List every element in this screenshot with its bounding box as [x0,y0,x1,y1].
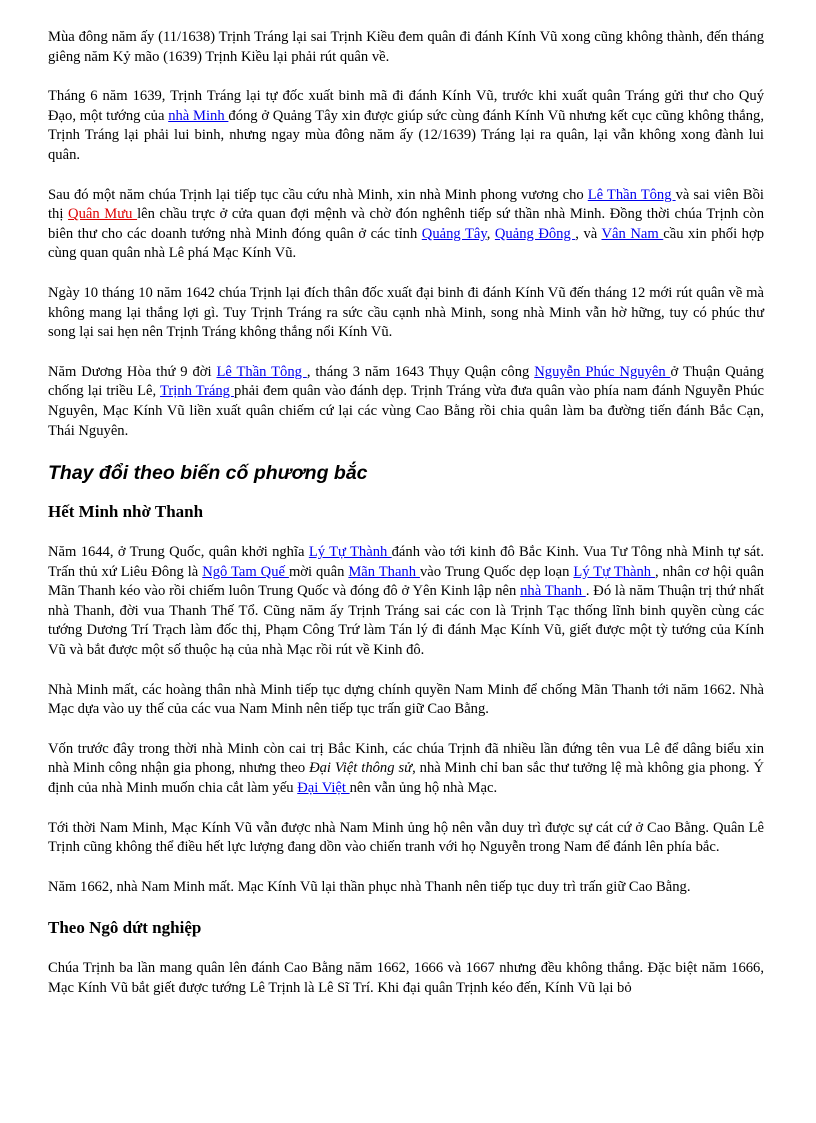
link-ngo-tam-que[interactable]: Ngô Tam Quế [202,563,289,580]
subsection-heading-theo-ngo: Theo Ngô dứt nghiệp [48,918,202,938]
paragraph-1643-events [48,363,764,441]
text-run: , [486,225,495,242]
text-run: mời quân [288,563,349,580]
link-quang-dong[interactable]: Quảng Đông [494,225,576,242]
paragraph-appeal-ming [48,186,764,264]
link-quang-tay[interactable]: Quảng Tây [421,225,487,242]
link-man-thanh[interactable]: Mãn Thanh [348,563,420,580]
paragraph-nam-minh-support [48,819,764,858]
text-run: , nhân cơ hội quân Mãn Thanh kéo vào rồi chiếm luôn Trung Quốc và đóng đô ở Yên Kinh lập nên [48,563,764,600]
paragraph-three-campaigns [48,959,764,998]
text-run: . Đó là năm Thuận trị thứ nhất nhà Thanh, đời vua Thanh Thế Tổ. Cũng năm ấy Trịnh Tráng sai các con là Trịnh Tạc thống lĩnh binh quyền cùng các tướng Dương Trí Trạch làm đốc thị, Phạm Công Trứ làm Tán lý đi đánh Mạc Kính Vũ, giết được một tỳ tướng của Kính Vũ và bắt được một số thuộc hạ của nhà Mạc rồi rút về Kinh đô. [48,583,765,659]
text-run: ở Thuận Quảng chống lại triều Lê, [48,363,764,400]
text-run: Năm 1644, ở Trung Quốc, quân khởi nghĩa [48,544,309,561]
text-run: vào Trung Quốc dẹp loạn [419,563,574,580]
link-le-than-tong-2[interactable]: Lê Thần Tông [216,363,307,380]
link-ly-tu-thanh-2[interactable]: Lý Tự Thành [573,563,656,580]
paragraph-text: Chúa Trịnh ba lần mang quân lên đánh Cao Bằng năm 1662, 1666 và 1667 nhưng đều không thắng. Đặc biệt năm 1666, Mạc Kính Vũ bắt giết được tướng Lê Trịnh là Lê Sĩ Trí. Khi đại quân Trịnh kéo đến, Kính Vũ lại bỏ [48,960,764,996]
document-page [48,28,764,1019]
paragraph-text: Ngày 10 tháng 10 năm 1642 chúa Trịnh lại đích thân đốc xuất đại binh đi đánh Kính Vũ đến tháng 12 mới rút quân về mà không mang lại thắng lợi gì. Tuy Trịnh Tráng ra sức cầu cạnh nhà Minh, song nhà Minh vẫn hờ hững, tuy có phúc thư song lại sai hẹn nên Trịnh Tráng không thắng nổi Kính Vũ. [48,284,764,341]
paragraph-1638-campaign [48,28,764,67]
paragraph-1639-campaign [48,87,764,165]
text-run: phải đem quân vào đánh dẹp. Trịnh Tráng vừa đưa quân vào phía nam đánh Nguyễn Phúc Nguyên, Mạc Kính Vũ liền xuất quân chiếm cứ lại các vùng Cao Bằng rồi chia quân làm ba đường tiến đánh Bắc Cạn, Thái Nguyên. [48,383,764,439]
book-title: Đại Việt thông sử [309,760,413,777]
link-quan-muu[interactable]: Quân Mưu [68,206,138,223]
text-run: , nhà Minh chỉ ban sắc thư tưởng lệ mà không gia phong. Ý định của nhà Minh muốn chia cắt làm yếu [48,760,764,797]
text-run: Tháng 6 năm 1639, Trịnh Tráng lại tự đốc xuất binh mã đi đánh Kính Vũ, trước khi xuất quân Tráng gửi thư cho Quý Đạo, một tướng của [48,88,764,124]
text-run: lên chầu trực ở cửa quan đợi mệnh và chờ đón nghênh tiếp sứ thần nhà Minh. Đồng thời chúa Trịnh còn biên thư cho các doanh tướng nhà Minh đóng quân ở các tỉnh [48,206,764,242]
paragraph-text: Nhà Minh mất, các hoàng thân nhà Minh tiếp tục dựng chính quyền Nam Minh để chống Mãn Thanh tới năm 1662. Nhà Mạc dựa vào uy thế của các vua Nam Minh nên tiếp tục trấn giữ Cao Bằng. [48,681,764,718]
paragraph-text: Năm 1662, nhà Nam Minh mất. Mạc Kính Vũ lại thần phục nhà Thanh nên tiếp tục duy trì trấn giữ Cao Bằng. [48,878,691,895]
text-run: nên vẫn ủng hộ nhà Mạc. [349,780,498,797]
paragraph-1662 [48,878,764,898]
text-run: cầu xin phối hợp cùng quan quân nhà Lê phá Mạc Kính Vũ. [48,225,764,262]
text-run: Vốn trước đây trong thời nhà Minh còn cai trị Bắc Kinh, các chúa Trịnh đã nhiều lần đứng tên vua Lê để dâng biểu xin nhà Minh công nhận gia phong, nhưng theo [48,740,764,777]
link-nguyen-phuc-nguyen[interactable]: Nguyễn Phúc Nguyên [534,363,671,380]
paragraph-nam-minh [48,681,764,720]
subsection-heading-het-minh: Hết Minh nhờ Thanh [48,502,204,522]
paragraph-text: Mùa đông năm ấy (11/1638) Trịnh Tráng lại sai Trịnh Kiều đem quân đi đánh Kính Vũ xong cũng không thành, đến tháng giêng năm Kỷ mão (1639) Trịnh Kiều lại phải rút quân về. [48,29,764,65]
text-run: đóng ở Quảng Tây xin được giúp sức cùng đánh Kính Vũ nhưng kết cục cũng không thắng, Trịnh Tráng lại phải lui binh, nhưng ngay mùa đông năm ấy (12/1639) Tráng lại ra quân, lại vẫn không xong đành lui quân. [48,107,764,163]
paragraph-dai-viet-thong-su [48,740,764,799]
text-run: , và [575,225,602,242]
link-nha-thanh[interactable]: nhà Thanh [520,583,586,600]
section-heading: Thay đổi theo biến cố phương bắc [48,462,368,485]
link-ly-tu-thanh[interactable]: Lý Tự Thành [308,544,392,561]
text-run: , tháng 3 năm 1643 Thụy Quận công [306,363,535,380]
link-le-than-tong[interactable]: Lê Thần Tông [587,186,676,203]
link-dai-viet[interactable]: Đại Việt [297,780,350,797]
text-run: Năm Dương Hòa thứ 9 đời [48,363,217,380]
link-trinh-trang[interactable]: Trịnh Tráng [159,383,235,400]
text-run: Sau đó một năm chúa Trịnh lại tiếp tục cầu cứu nhà Minh, xin nhà Minh phong vương cho [48,186,588,203]
link-nha-minh[interactable]: nhà Minh [168,107,229,124]
link-van-nam[interactable]: Vân Nam [601,225,664,242]
text-run: đánh vào tới kinh đô Bắc Kinh. Vua Tư Tông nhà Minh tự sát. Trấn thủ xứ Liêu Đông là [48,544,764,580]
paragraph-1642-campaign [48,284,764,343]
text-run: và sai viên Bồi thị [48,186,764,223]
paragraph-1644-events [48,543,764,661]
paragraph-text: Tới thời Nam Minh, Mạc Kính Vũ vẫn được nhà Nam Minh ủng hộ nên vẫn duy trì được sự cát cứ ở Cao Bằng. Quân Lê Trịnh cũng không thể điều hết lực lượng đang dồn vào chiến tranh với họ Nguyễn trong Nam để đánh lên phía bắc. [48,819,764,856]
